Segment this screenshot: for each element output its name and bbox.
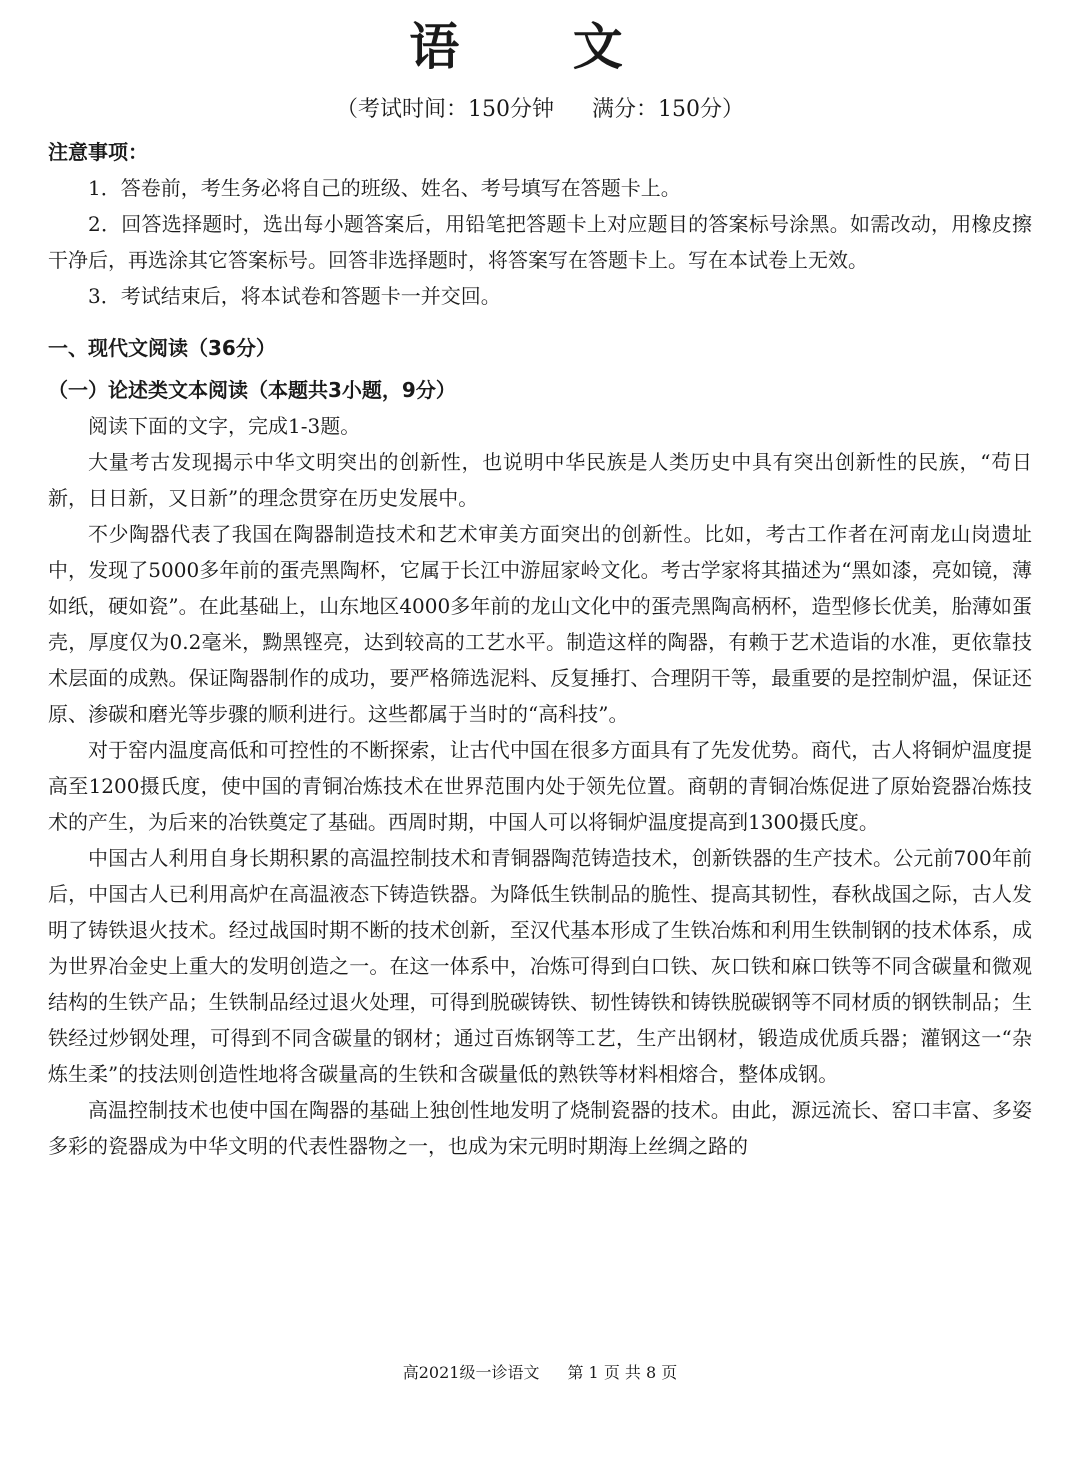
exam-full-score: 满分：150分） bbox=[592, 97, 744, 122]
passage-paragraph-1: 大量考古发现揭示中华文明突出的创新性，也说明中华民族是人类历史中具有突出创新性的民族，“苟日新，日日新，又日新”的理念贯穿在历史发展中。 bbox=[48, 450, 1032, 510]
page-footer bbox=[0, 1360, 1080, 1383]
exam-title: 语 文 bbox=[409, 18, 671, 76]
exam-time: （考试时间：150分钟 bbox=[336, 97, 554, 122]
passage-paragraph-4: 中国古人利用自身长期积累的高温控制技术和青铜器陶范铸造技术，创新铁器的生产技术。公元前700年前后，中国古人已利用高炉在高温液态下铸造铁器。为降低生铁制品的脆性、提高其韧性，春秋战国之际，古人发明了铸铁退火技术。经过战国时期不断的技术创新，至汉代基本形成了生铁冶炼和利用生铁制钢的技术体系，成为世界冶金史上重大的发明创造之一。在这一体系中，冶炼可得到白口铁、灰口铁和麻口铁等不同含碳量和微观结构的生铁产品；生铁制品经过退火处理，可得到脱碳铸铁、韧性铸铁和铸铁脱碳钢等不同材质的钢铁制品；生铁经过炒钢处理，可得到不同含碳量的钢材；通过百炼钢等工艺，生产出钢材，锻造成优质兵器；灌钢这一“杂炼生柔”的技法则创造性地将含碳量高的生铁和含碳量低的熟铁等材料相熔合，整体成钢。 bbox=[48, 846, 1032, 1086]
exam-page bbox=[0, 12, 1080, 1466]
exam-info bbox=[48, 92, 1032, 128]
note-item-2: 2．回答选择题时，选出每小题答案后，用铅笔把答题卡上对应题目的答案标号涂黑。如需改动，用橡皮擦干净后，再选涂其它答案标号。回答非选择题时，将答案写在答题卡上。写在本试卷上无效。 bbox=[48, 212, 1032, 272]
passage-paragraph-2: 不少陶器代表了我国在陶器制造技术和艺术审美方面突出的创新性。比如，考古工作者在河南龙山岗遗址中，发现了5000多年前的蛋壳黑陶杯，它属于长江中游屈家岭文化。考古学家将其描述为“黑如漆，亮如镜，薄如纸，硬如瓷”。在此基础上，山东地区4000多年前的龙山文化中的蛋壳黑陶高柄杯，造型修长优美，胎薄如蛋壳，厚度仅为0.2毫米，黝黑铿亮，达到较高的工艺水平。制造这样的陶器，有赖于艺术造诣的水准，更依靠技术层面的成熟。保证陶器制作的成功，要严格筛选泥料、反复捶打、合理阴干等，最重要的是控制炉温，保证还原、渗碳和磨光等步骤的顺利进行。这些都属于当时的“高科技”。 bbox=[48, 522, 1032, 726]
note-item-3: 3．考试结束后，将本试卷和答题卡一并交回。 bbox=[88, 284, 501, 308]
footer-exam-name: 高2021级一诊语文 bbox=[402, 1363, 540, 1382]
passage-paragraph-3: 对于窑内温度高低和可控性的不断探索，让古代中国在很多方面具有了先发优势。商代，古人将铜炉温度提高至1200摄氏度，使中国的青铜冶炼技术在世界范围内处于领先位置。商朝的青铜冶炼促进了原始瓷器冶炼技术的产生，为后来的冶铁奠定了基础。西周时期，中国人可以将铜炉温度提高到1300摄氏度。 bbox=[48, 738, 1032, 834]
notes-title: 注意事项： bbox=[48, 140, 148, 164]
subsection-title: （一）论述类文本阅读（本题共3小题，9分） bbox=[48, 378, 456, 402]
section-title: 一、现代文阅读（36分） bbox=[48, 336, 276, 360]
note-item-1: 1．答卷前，考生务必将自己的班级、姓名、考号填写在答题卡上。 bbox=[88, 176, 681, 200]
reading-instruction: 阅读下面的文字，完成1-3题。 bbox=[88, 414, 361, 438]
footer-page-info: 第 1 页 共 8 页 bbox=[567, 1363, 678, 1382]
passage-paragraph-5: 高温控制技术也使中国在陶器的基础上独创性地发明了烧制瓷器的技术。由此，源远流长、窑口丰富、多姿多彩的瓷器成为中华文明的代表性器物之一，也成为宋元明时期海上丝绸之路的 bbox=[48, 1098, 1032, 1158]
